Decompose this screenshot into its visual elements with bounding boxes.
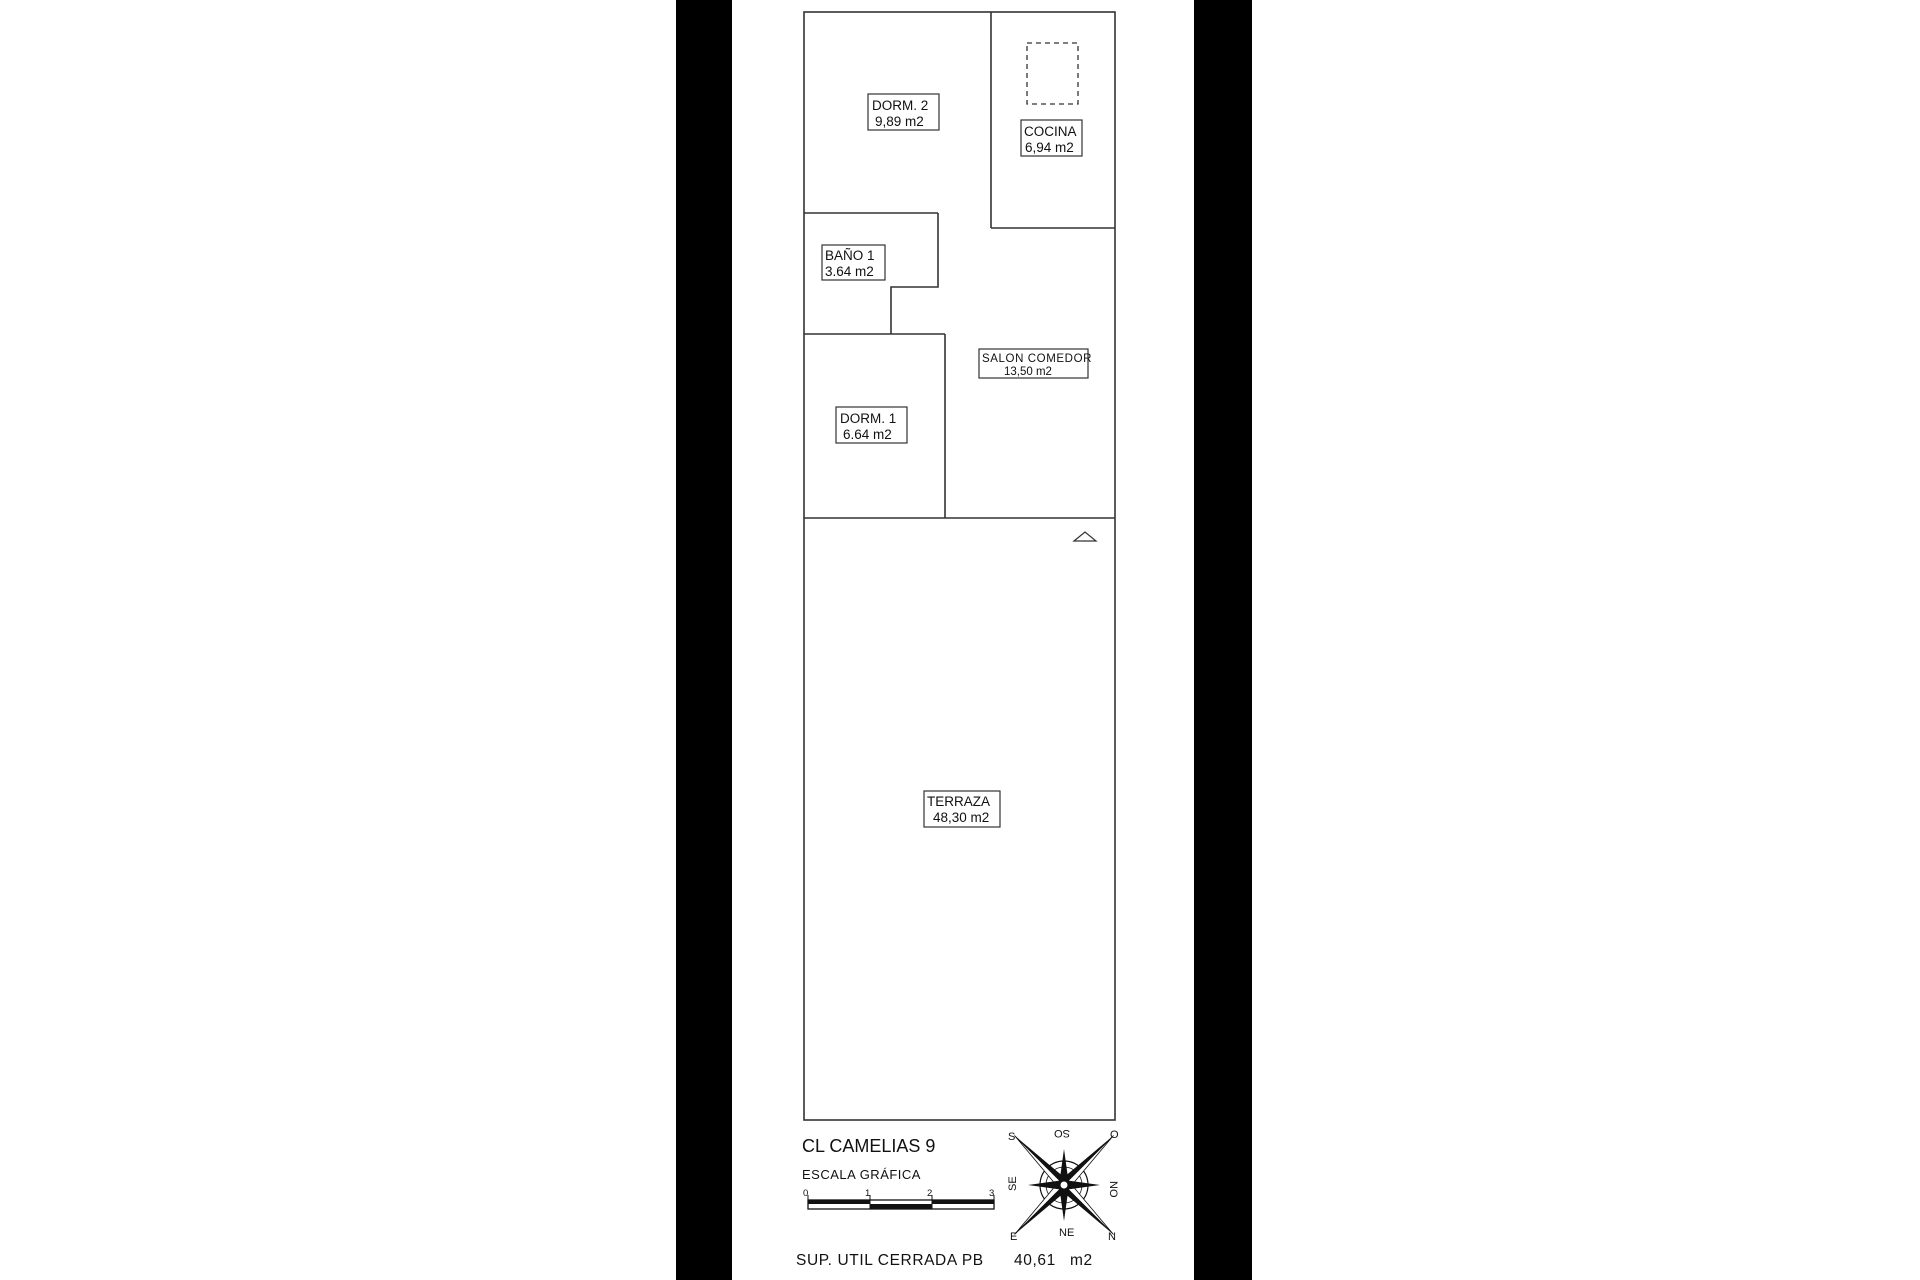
compass-letter-ne: NE — [1059, 1227, 1075, 1239]
room-area-bano1: 3.64 m2 — [825, 264, 874, 279]
room-area-dorm2: 9,89 m2 — [875, 114, 924, 129]
footer-value: 40,61 — [1014, 1252, 1056, 1269]
compass-letter-n: N — [1108, 1231, 1116, 1243]
address-title: CL CAMELIAS 9 — [802, 1136, 936, 1156]
footer-label: SUP. UTIL CERRADA PB — [796, 1252, 984, 1269]
plan-outer-boundary — [804, 12, 1115, 1120]
room-name-cocina: COCINA — [1024, 124, 1077, 139]
room-label-salon — [979, 349, 1092, 378]
wall-bano-outline — [891, 213, 938, 334]
scale-label: ESCALA GRÁFICA — [802, 1167, 921, 1182]
room-area-salon: 13,50 m2 — [1004, 366, 1052, 378]
compass-letter-se: SE — [1007, 1176, 1019, 1191]
compass-letter-s: S — [1008, 1131, 1016, 1143]
room-label-dorm2 — [868, 94, 939, 130]
right-black-bar — [1194, 0, 1252, 1280]
room-area-terraza: 48,30 m2 — [933, 810, 990, 825]
room-name-bano1: BAÑO 1 — [825, 248, 875, 263]
compass-rose-icon — [1010, 1131, 1117, 1238]
scale-tick-3: 3 — [989, 1188, 995, 1199]
scale-tick-1: 1 — [865, 1188, 871, 1199]
room-name-dorm2: DORM. 2 — [872, 98, 929, 113]
compass-letter-so: SO — [1054, 1127, 1070, 1139]
room-label-dorm1 — [836, 407, 907, 443]
room-label-cocina — [1021, 120, 1082, 156]
room-label-bano1 — [822, 245, 885, 280]
room-name-terraza: TERRAZA — [927, 794, 991, 809]
level-triangle-icon — [1074, 532, 1096, 541]
room-area-cocina: 6,94 m2 — [1025, 140, 1074, 155]
scale-tick-2: 2 — [927, 1188, 933, 1199]
compass-letter-e: E — [1010, 1231, 1018, 1243]
room-name-dorm1: DORM. 1 — [840, 411, 897, 426]
compass-letter-no: NO — [1107, 1181, 1119, 1198]
room-label-terraza — [924, 791, 1000, 827]
left-black-bar — [676, 0, 732, 1280]
room-area-dorm1: 6.64 m2 — [843, 427, 892, 442]
kitchen-fixture-dashed — [1027, 43, 1078, 104]
room-name-salon: SALON COMEDOR — [982, 353, 1093, 365]
scale-bar — [808, 1195, 994, 1209]
compass-letter-o: O — [1110, 1129, 1119, 1141]
scale-tick-0: 0 — [803, 1188, 809, 1199]
footer-unit: m2 — [1070, 1252, 1093, 1269]
